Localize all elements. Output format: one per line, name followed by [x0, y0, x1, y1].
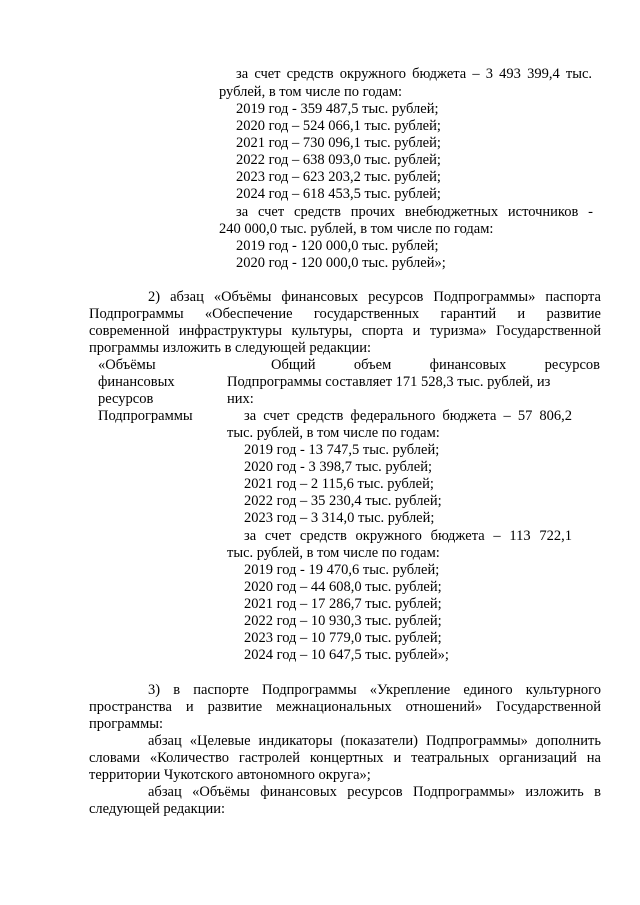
okrug-year-line: 2020 год – 524 066,1 тыс. рублей; [236, 118, 441, 134]
item3-line: программы: [89, 716, 164, 732]
item3-paragraph1-line: территории Чукотского автономного округа»; [89, 767, 371, 783]
okrug-year-line: 2021 год – 730 096,1 тыс. рублей; [236, 135, 441, 151]
okrug-budget-intro-2: за счет средств окружного бюджета – 113 722,1 [244, 528, 572, 544]
okrug-year-line: 2019 год - 359 487,5 тыс. рублей; [236, 101, 439, 117]
item3-line: пространства и развитие межнациональных отношений» Государственной [89, 699, 601, 715]
item2-line: современной инфраструктуры культуры, спорта и туризма» Государственной [89, 323, 601, 339]
okrug-year-line: 2023 год – 623 203,2 тыс. рублей; [236, 169, 441, 185]
okrug-year-line: 2022 год – 638 093,0 тыс. рублей; [236, 152, 441, 168]
resources-label: Подпрограммы [98, 408, 193, 424]
other-sources-intro: за счет средств прочих внебюджетных источников - [236, 204, 593, 220]
federal-budget-intro-cont: тыс. рублей, в том числе по годам: [227, 425, 440, 441]
resources-label: «Объёмы [98, 357, 156, 373]
federal-year-line: 2022 год – 35 230,4 тыс. рублей; [244, 493, 442, 509]
okrug-year-line-2: 2023 год – 10 779,0 тыс. рублей; [244, 630, 442, 646]
federal-year-line: 2023 год – 3 314,0 тыс. рублей; [244, 510, 435, 526]
resources-label: финансовых [98, 374, 175, 390]
federal-year-line: 2020 год - 3 398,7 тыс. рублей; [244, 459, 432, 475]
okrug-year-line-2: 2020 год – 44 608,0 тыс. рублей; [244, 579, 442, 595]
item3-paragraph1-line: словами «Количество гастролей концертных и театральных организаций на [89, 750, 601, 766]
okrug-year-line-2: 2021 год – 17 286,7 тыс. рублей; [244, 596, 442, 612]
item3-line: 3) в паспорте Подпрограммы «Укрепление единого культурного [148, 682, 601, 698]
total-volume-line: них: [227, 391, 254, 407]
item3-paragraph1-line: абзац «Целевые индикаторы (показатели) Подпрограммы» дополнить [148, 733, 601, 749]
federal-budget-intro: за счет средств федерального бюджета – 57 806,2 [244, 408, 572, 424]
item3-paragraph2-line: абзац «Объёмы финансовых ресурсов Подпрограммы» изложить в [148, 784, 601, 800]
other-sources-intro-cont: 240 000,0 тыс. рублей, в том числе по годам: [219, 221, 494, 237]
okrug-budget-intro-cont: рублей, в том числе по годам: [219, 84, 403, 100]
total-volume-line: Подпрограммы составляет 171 528,3 тыс. рублей, из [227, 374, 551, 390]
okrug-budget-intro: за счет средств окружного бюджета – 3 493 399,4 тыс. [236, 66, 592, 82]
okrug-year-line-2: 2024 год – 10 647,5 тыс. рублей»; [244, 647, 449, 663]
other-year-line: 2019 год - 120 000,0 тыс. рублей; [236, 238, 439, 254]
okrug-year-line-2: 2022 год – 10 930,3 тыс. рублей; [244, 613, 442, 629]
resources-label: ресурсов [98, 391, 154, 407]
okrug-year-line-2: 2019 год - 19 470,6 тыс. рублей; [244, 562, 440, 578]
other-year-line: 2020 год - 120 000,0 тыс. рублей»; [236, 255, 446, 271]
okrug-year-line: 2024 год – 618 453,5 тыс. рублей; [236, 186, 441, 202]
item3-paragraph2-line: следующей редакции: [89, 801, 226, 817]
federal-year-line: 2019 год - 13 747,5 тыс. рублей; [244, 442, 440, 458]
item2-line: программы изложить в следующей редакции: [89, 340, 372, 356]
item2-line: 2) абзац «Объёмы финансовых ресурсов Подпрограммы» паспорта [148, 289, 601, 305]
okrug-budget-intro-cont-2: тыс. рублей, в том числе по годам: [227, 545, 440, 561]
total-volume-line: Общий объем финансовых ресурсов [271, 357, 600, 373]
item2-line: Подпрограммы «Обеспечение государственных гарантий и развитие [89, 306, 601, 322]
federal-year-line: 2021 год – 2 115,6 тыс. рублей; [244, 476, 434, 492]
